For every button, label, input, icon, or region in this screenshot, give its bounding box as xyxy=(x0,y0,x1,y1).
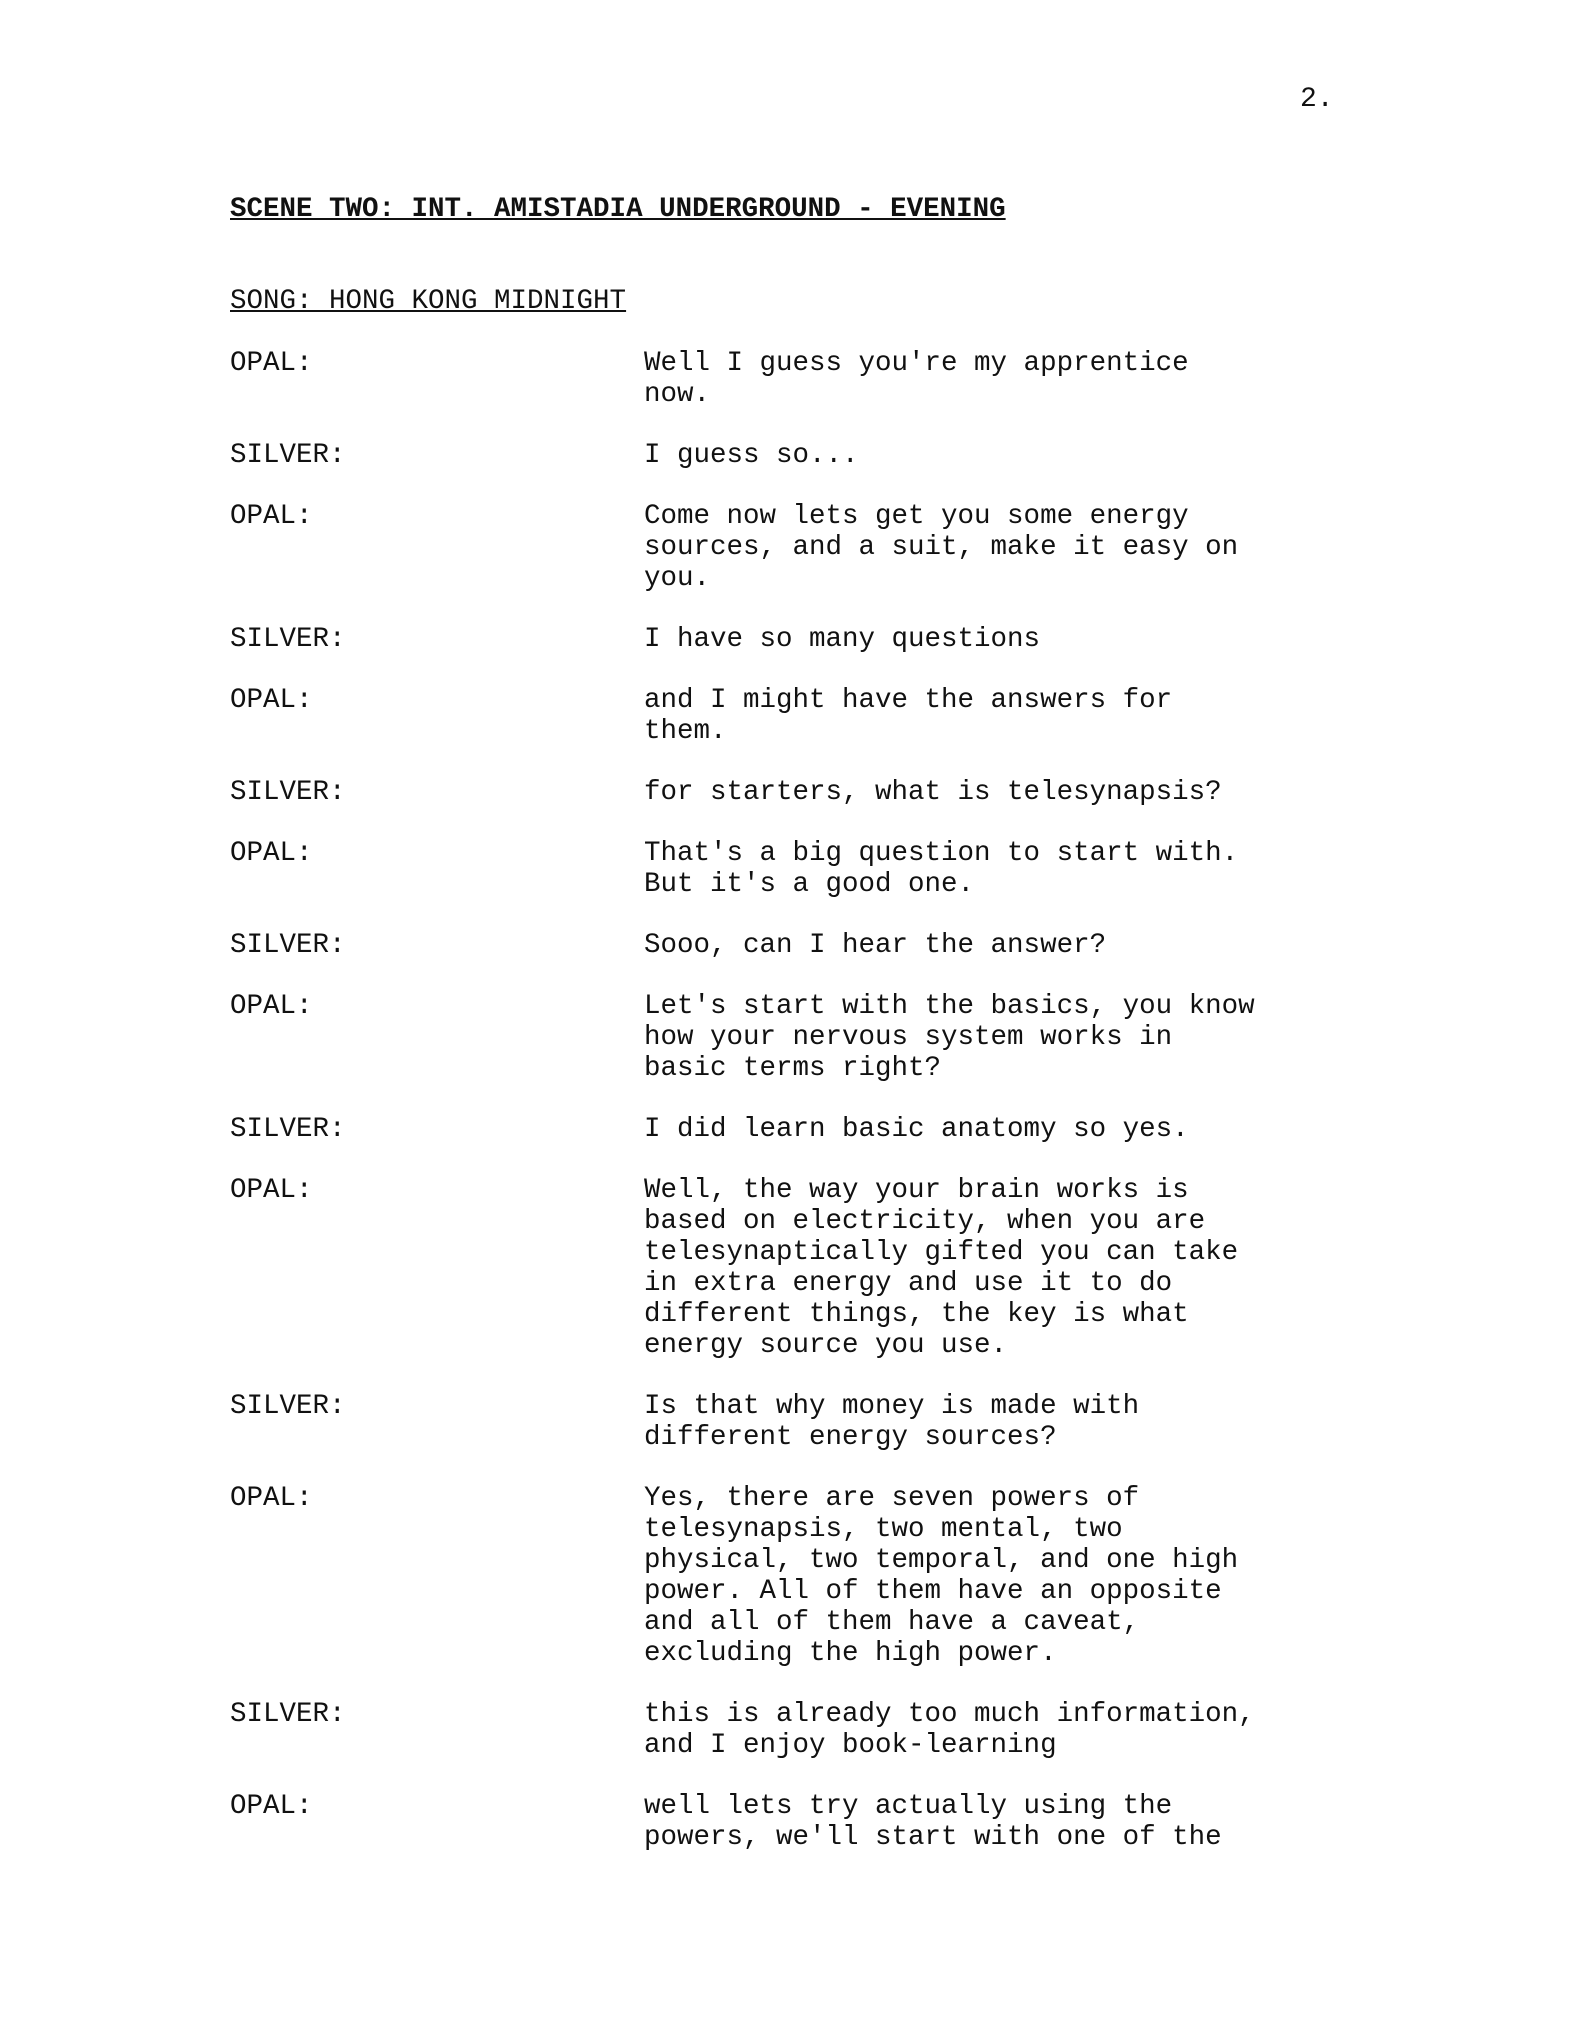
speaker-name: OPAL: xyxy=(230,1791,313,1822)
dialogue-line: I did learn basic anatomy so yes. xyxy=(644,1114,1189,1145)
dialogue-line: Well, the way your brain works is based on electricity, when you are telesynaptically gifted you can take in extra energy and use it to do different things, the key is what energy source you use. xyxy=(644,1175,1239,1361)
speaker-name: OPAL: xyxy=(230,685,313,716)
speaker-name: OPAL: xyxy=(230,838,313,869)
speaker-name: SILVER: xyxy=(230,440,346,471)
speaker-name: SILVER: xyxy=(230,930,346,961)
speaker-name: SILVER: xyxy=(230,1391,346,1422)
speaker-name: OPAL: xyxy=(230,1483,313,1514)
speaker-name: OPAL: xyxy=(230,348,313,379)
speaker-name: OPAL: xyxy=(230,991,313,1022)
dialogue-line: Is that why money is made with different energy sources? xyxy=(644,1391,1140,1453)
dialogue-entry xyxy=(230,1699,1380,1761)
song-title: SONG: HONG KONG MIDNIGHT xyxy=(230,286,627,317)
page-number: 2. xyxy=(1300,84,1334,115)
dialogue-block xyxy=(230,348,1380,1883)
dialogue-line: Yes, there are seven powers of telesynapsis, two mental, two physical, two temporal, and one high power. All of them have an opposite and all of them have a caveat, excluding the high power. xyxy=(644,1483,1239,1669)
speaker-name: OPAL: xyxy=(230,1175,313,1206)
dialogue-line: Well I guess you're my apprentice now. xyxy=(644,348,1189,410)
dialogue-entry xyxy=(230,1791,1380,1853)
dialogue-entry xyxy=(230,501,1380,594)
dialogue-line: I guess so... xyxy=(644,440,859,471)
speaker-name: SILVER: xyxy=(230,777,346,808)
dialogue-line: That's a big question to start with. But it's a good one. xyxy=(644,838,1239,900)
dialogue-entry xyxy=(230,1114,1380,1145)
dialogue-line: and I might have the answers for them. xyxy=(644,685,1173,747)
dialogue-line: Sooo, can I hear the answer? xyxy=(644,930,1107,961)
dialogue-line: well lets try actually using the powers, we'll start with one of the xyxy=(644,1791,1222,1853)
dialogue-entry xyxy=(230,685,1380,747)
scene-heading: SCENE TWO: INT. AMISTADIA UNDERGROUND - EVENING xyxy=(230,194,1006,225)
dialogue-entry xyxy=(230,624,1380,655)
dialogue-entry xyxy=(230,838,1380,900)
dialogue-line: Let's start with the basics, you know how your nervous system works in basic terms right? xyxy=(644,991,1255,1084)
dialogue-entry xyxy=(230,777,1380,808)
dialogue-entry xyxy=(230,440,1380,471)
dialogue-line: this is already too much information, and I enjoy book-learning xyxy=(644,1699,1255,1761)
dialogue-entry xyxy=(230,1175,1380,1361)
dialogue-entry xyxy=(230,1391,1380,1453)
dialogue-entry xyxy=(230,991,1380,1084)
dialogue-entry xyxy=(230,930,1380,961)
dialogue-line: I have so many questions xyxy=(644,624,1041,655)
speaker-name: OPAL: xyxy=(230,501,313,532)
dialogue-line: Come now lets get you some energy sources, and a suit, make it easy on you. xyxy=(644,501,1239,594)
speaker-name: SILVER: xyxy=(230,1114,346,1145)
dialogue-entry xyxy=(230,1483,1380,1669)
speaker-name: SILVER: xyxy=(230,624,346,655)
dialogue-entry xyxy=(230,348,1380,410)
dialogue-line: for starters, what is telesynapsis? xyxy=(644,777,1222,808)
speaker-name: SILVER: xyxy=(230,1699,346,1730)
